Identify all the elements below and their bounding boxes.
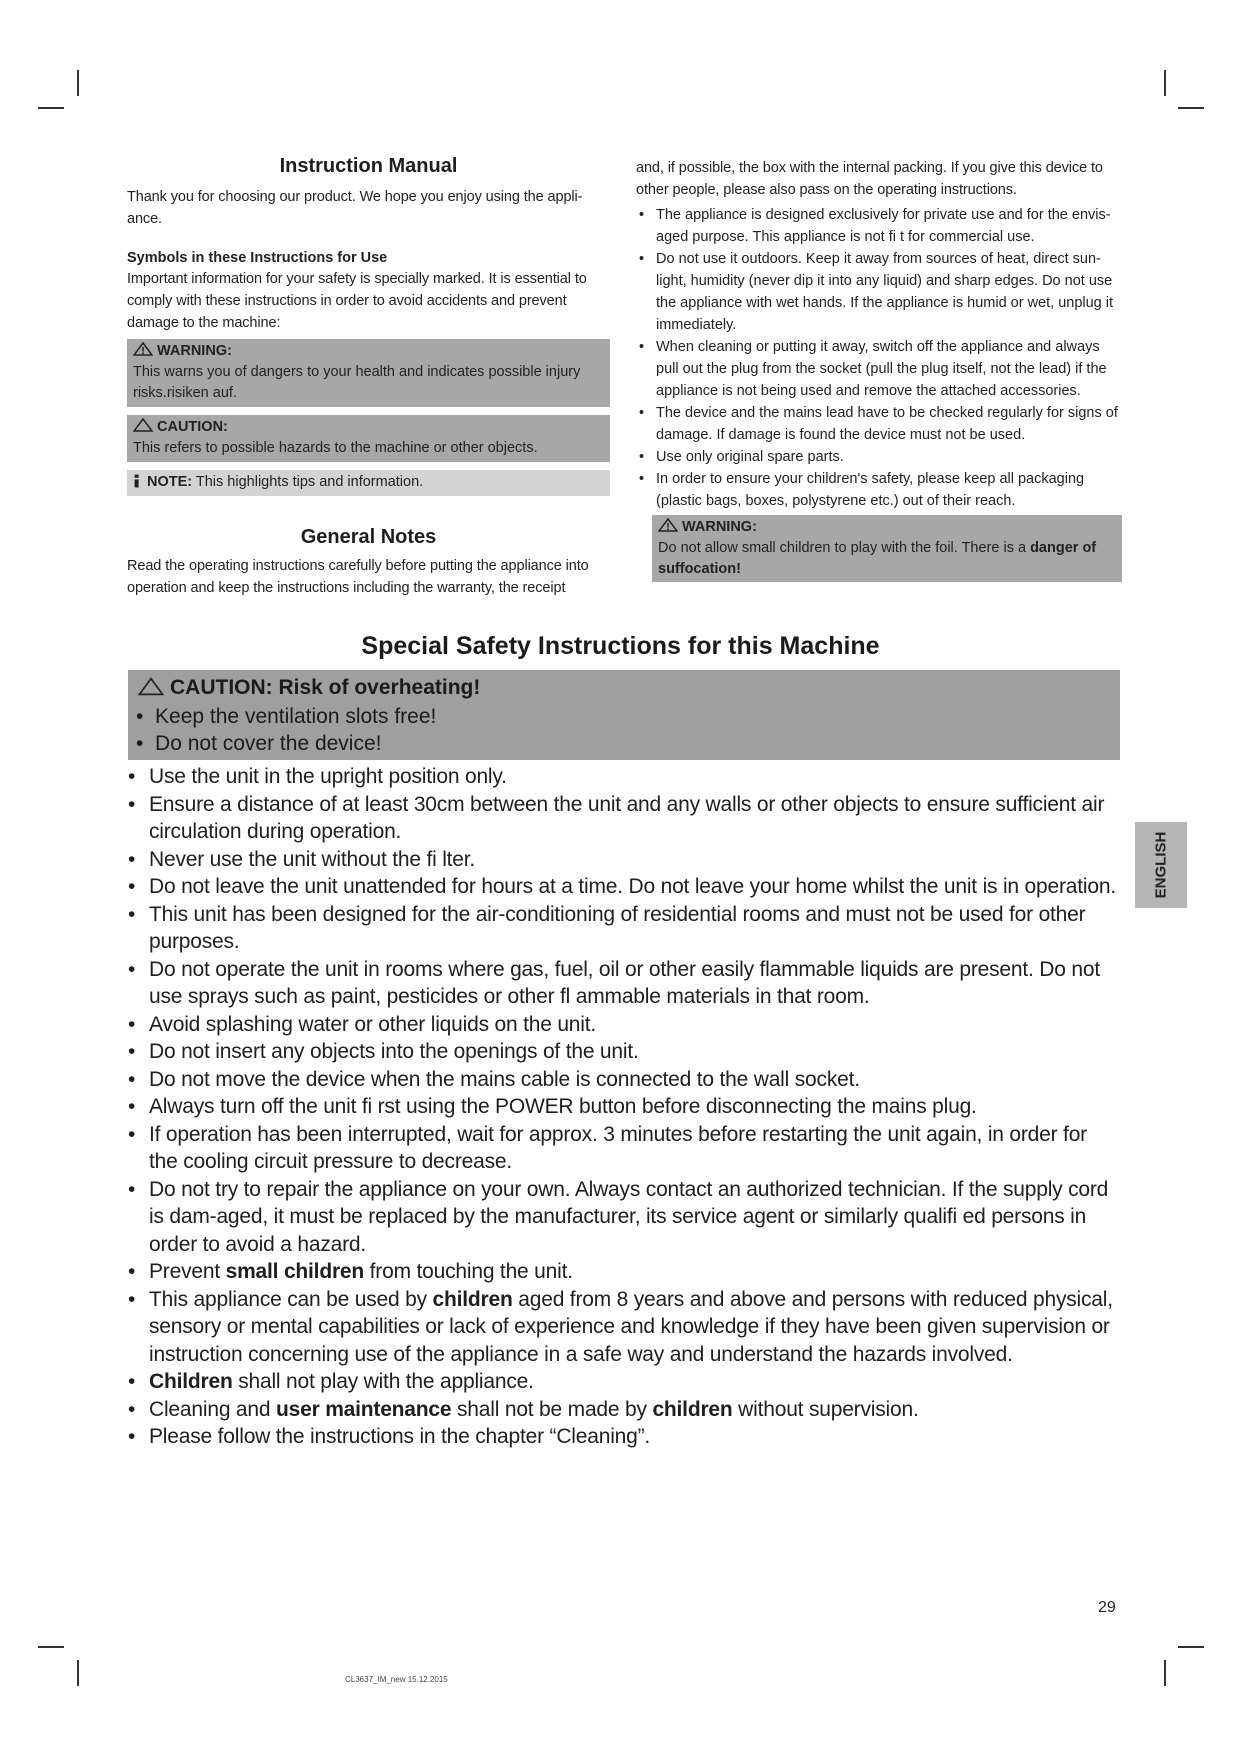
general-notes-continuation: and, if possible, the box with the internal packing. If you give this device to other people, please also pass on the operating instructions. (636, 160, 1103, 198)
text-segment: without supervision. (732, 1397, 919, 1421)
caution-box (127, 415, 610, 462)
note-text: This highlights tips and information. (195, 474, 424, 490)
info-icon (133, 474, 141, 488)
list-item (128, 1258, 1118, 1286)
text-segment: Prevent (149, 1260, 226, 1283)
foil-warning-text-start: Do not allow small children to play with the foil. There is a (658, 540, 1031, 556)
list-item: • This unit has been designed for the air-conditioning of residential rooms and must not be used for other purposes. (128, 901, 1118, 956)
instruction-manual-title: Instruction Manual (279, 155, 458, 177)
special-safety-title: Special Safety Instructions for this Machine (361, 632, 880, 660)
caution-item: • Do not cover the device! (136, 732, 382, 755)
list-item: • Do not try to repair the appliance on your own. Always contact an authorized technician. If the supply cord is dam-aged, it must be replaced by the manufacturer, its service agent or similarly qualifi ed persons in order to avoid a hazard. (128, 1176, 1118, 1259)
list-item: • Ensure a distance of at least 30cm between the unit and any walls or other objects to ensure sufficient air circulation during operation. (128, 791, 1118, 846)
list-item: • The appliance is designed exclusively for private use and for the envis-aged purpose. This appliance is not fi t for commercial use. (636, 204, 1120, 248)
list-item (128, 1286, 1118, 1369)
general-notes-list (636, 204, 1120, 512)
text-segment: shall not play with the appliance. (232, 1370, 534, 1393)
caution-label: CAUTION: (157, 419, 228, 435)
page-number: 29 (1098, 1599, 1116, 1616)
list-item: • Never use the unit without the fi lter. (128, 846, 1118, 874)
bold-segment: children (652, 1397, 733, 1421)
overheating-caution-heading (138, 674, 480, 701)
overheating-caution-box (128, 670, 1120, 760)
text-segment: This appliance can be used by (149, 1287, 433, 1311)
caution-triangle-icon (133, 418, 153, 432)
note-box (127, 470, 610, 496)
crop-mark-tl-h (38, 107, 64, 109)
warning-box (127, 339, 610, 407)
text-segment: aged from 8 years and above and persons with reduced physical, sensory or mental capabilities or lack of experience and knowledge if they have been given supervision or instruction concerning use of the appliance in a safe way and understand the hazards involved. (149, 1287, 1113, 1366)
symbols-text: Important information for your safety is specially marked. It is essential to comply with these instructions in order to avoid accidents and prevent damage to the machine: (127, 271, 587, 331)
list-item: • The device and the mains lead have to be checked regularly for signs of damage. If damage is found the device must not be used. (636, 402, 1120, 446)
list-item: • Do not insert any objects into the openings of the unit. (128, 1038, 1118, 1066)
list-item: • Do not leave the unit unattended for hours at a time. Do not leave your home whilst the unit is in operation. (128, 873, 1118, 901)
bold-segment: small children (225, 1260, 365, 1283)
special-safety-list (128, 763, 1118, 1451)
foil-warning-label: WARNING: (682, 519, 757, 535)
language-tab-label: ENGLISH (1152, 831, 1170, 899)
symbols-heading: Symbols in these Instructions for Use (127, 250, 388, 266)
bold-segment: Children (149, 1370, 233, 1393)
caution-heading (133, 417, 604, 438)
caution-item: • Keep the ventilation slots free! (136, 705, 437, 728)
crop-mark-br-v (1164, 1660, 1166, 1686)
warning-triangle-icon (658, 518, 678, 532)
bold-segment: children (432, 1287, 513, 1311)
list-item: • Do not operate the unit in rooms where gas, fuel, oil or other easily flammable liquids are present. Do not use sprays such as paint, pesticides or other fl ammable materials in that room. (128, 956, 1118, 1011)
general-notes-text: Read the operating instructions carefully before putting the appliance into operation and keep the instructions including the warranty, the receipt (127, 558, 589, 596)
list-item: • Use the unit in the upright position only. (128, 763, 1118, 791)
left-column (127, 155, 610, 599)
caution-item-text: Do not cover the device! (155, 732, 382, 755)
crop-mark-tr-h (1178, 107, 1204, 109)
list-item: • If operation has been interrupted, wait for approx. 3 minutes before restarting the unit again, in order for the cooling circuit pressure to decrease. (128, 1121, 1118, 1176)
general-notes-title: General Notes (300, 526, 437, 548)
list-item: • Always turn off the unit fi rst using the POWER button before disconnecting the mains plug. (128, 1093, 1118, 1121)
intro-text: Thank you for choosing our product. We hope you enjoy using the appli-ance. (127, 189, 583, 227)
caution-item-text: Keep the ventilation slots free! (155, 705, 437, 728)
crop-mark-tr-v (1164, 70, 1166, 96)
note-label: NOTE: (147, 474, 193, 490)
language-tab (1135, 822, 1187, 908)
footer-print-code: CL3637_IM_new 15.12.2015 (345, 1675, 448, 1684)
foil-warning-heading (658, 517, 1116, 538)
right-column (636, 157, 1120, 582)
caution-text: This refers to possible hazards to the machine or other objects. (133, 440, 538, 456)
list-item: • Do not move the device when the mains cable is connected to the wall socket. (128, 1066, 1118, 1094)
crop-mark-bl-h (38, 1646, 64, 1648)
foil-warning-box (652, 515, 1122, 582)
crop-mark-br-h (1178, 1646, 1204, 1648)
caution-triangle-icon (138, 677, 164, 696)
warning-text: This warns you of dangers to your health and indicates possible injury risks.risiken auf. (133, 364, 581, 401)
list-item: • Use only original spare parts. (636, 446, 1120, 468)
list-item: • Please follow the instructions in the chapter “Cleaning”. (128, 1423, 1118, 1451)
overheating-caution-label: CAUTION: Risk of overheating! (170, 676, 481, 699)
text-segment: Cleaning and (149, 1397, 276, 1421)
list-item: • Avoid splashing water or other liquids on the unit. (128, 1011, 1118, 1039)
list-item: • Do not use it outdoors. Keep it away from sources of heat, direct sun-light, humidity (never dip it into any liquid) and sharp edges. Do not use the appliance with wet hands. If the appliance is humid or wet, unplug it immediately. (636, 248, 1120, 336)
foil-warning-text-bold: danger of suffocation! (658, 540, 1097, 577)
warning-triangle-icon (133, 342, 153, 356)
bold-segment: user maintenance (276, 1397, 452, 1421)
text-segment: from touching the unit. (364, 1260, 573, 1283)
text-segment: shall not be made by (451, 1397, 653, 1421)
crop-mark-tl-v (77, 70, 79, 96)
list-item (128, 1396, 1118, 1424)
list-item (128, 1368, 1118, 1396)
list-item: • When cleaning or putting it away, switch off the appliance and always pull out the plug from the socket (pull the plug itself, not the lead) if the appliance is not being used and remove the attached accessories. (636, 336, 1120, 402)
warning-label: WARNING: (157, 343, 232, 359)
crop-mark-bl-v (77, 1660, 79, 1686)
warning-heading (133, 341, 604, 362)
foil-warning-text (658, 538, 1116, 580)
list-item: • In order to ensure your children's safety, please keep all packaging (plastic bags, boxes, polystyrene etc.) out of their reach. (636, 468, 1120, 512)
